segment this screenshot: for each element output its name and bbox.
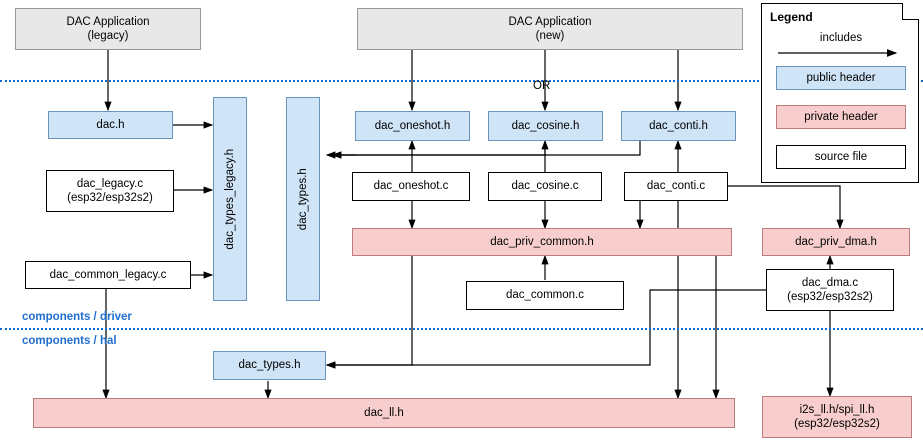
legend (761, 3, 919, 183)
node-dac-dma-c (766, 269, 894, 311)
node-dac-legacy-c-line1: dac_legacy.c (76, 177, 144, 190)
node-dac-types-legacy-h (213, 97, 247, 301)
node-dac-cosine-h-label: dac_cosine.h (511, 119, 580, 132)
legend-includes-label: includes (819, 32, 863, 44)
node-dac-common-legacy-c-label: dac_common_legacy.c (49, 268, 167, 281)
node-dac-oneshot-c-label: dac_oneshot.c (373, 180, 449, 193)
node-dac-oneshot-h-label: dac_oneshot.h (374, 119, 451, 132)
node-dac-oneshot-h (355, 111, 470, 141)
label-components-hal: components / hal (22, 335, 117, 347)
node-dac-ll-h-label: dac_ll.h (364, 406, 404, 419)
legend-fold-corner (902, 3, 919, 20)
node-dac-oneshot-c (352, 172, 470, 201)
node-i2s-spi-ll-h-line1: i2s_ll.h/spi_ll.h (799, 403, 875, 416)
node-dac-h-label: dac.h (96, 118, 125, 131)
node-dac-priv-common-h (352, 228, 732, 256)
legend-private-header-label: private header (804, 111, 878, 123)
node-dac-common-legacy-c (25, 261, 191, 289)
node-dac-cosine-h (488, 111, 603, 141)
node-dac-ll-h (33, 398, 735, 428)
label-components-driver: components / driver (22, 311, 132, 323)
node-dac-dma-c-line1: dac_dma.c (801, 276, 859, 289)
node-dac-conti-c (624, 172, 728, 201)
node-dac-conti-c-label: dac_conti.c (646, 180, 706, 193)
legend-public-header-label: public header (806, 72, 876, 84)
node-dac-conti-h (621, 111, 736, 141)
node-dac-app-legacy (15, 8, 201, 50)
node-dac-types-h-top-label: dac_types.h (296, 167, 309, 231)
legend-source-file-label: source file (814, 151, 868, 163)
node-dac-priv-dma-h (762, 228, 910, 256)
node-dac-dma-c-line2: (esp32/esp32s2) (787, 291, 873, 303)
node-dac-app-new-line2: (new) (535, 30, 565, 42)
legend-private-header (776, 105, 906, 129)
node-dac-types-legacy-h-label: dac_types_legacy.h (223, 148, 236, 250)
node-dac-common-c (466, 281, 624, 310)
node-dac-types-h-top (286, 97, 320, 301)
node-i2s-spi-ll-h (762, 396, 912, 438)
or-label: OR (533, 80, 551, 92)
node-dac-cosine-c-label: dac_cosine.c (511, 180, 579, 193)
node-dac-priv-common-h-label: dac_priv_common.h (490, 235, 594, 248)
node-dac-legacy-c (46, 170, 174, 212)
node-i2s-spi-ll-h-line2: (esp32/esp32s2) (794, 418, 880, 430)
legend-title: Legend (770, 10, 813, 24)
node-dac-cosine-c (488, 172, 602, 201)
node-dac-types-h-bottom (213, 351, 326, 380)
node-dac-app-new (357, 8, 743, 50)
node-dac-conti-h-label: dac_conti.h (649, 119, 708, 132)
node-dac-app-legacy-line1: DAC Application (66, 15, 150, 28)
legend-includes-arrow (776, 46, 906, 60)
node-dac-types-h-bottom-label: dac_types.h (238, 359, 301, 372)
node-dac-app-legacy-line2: (legacy) (87, 30, 129, 42)
node-dac-h (48, 111, 173, 139)
node-dac-priv-dma-h-label: dac_priv_dma.h (795, 235, 877, 248)
node-dac-app-new-line1: DAC Application (508, 15, 592, 28)
node-dac-legacy-c-line2: (esp32/esp32s2) (67, 192, 153, 204)
legend-public-header (776, 66, 906, 90)
divider-driver-hal (0, 328, 923, 330)
legend-source-file (776, 145, 906, 169)
node-dac-common-c-label: dac_common.c (506, 289, 584, 302)
